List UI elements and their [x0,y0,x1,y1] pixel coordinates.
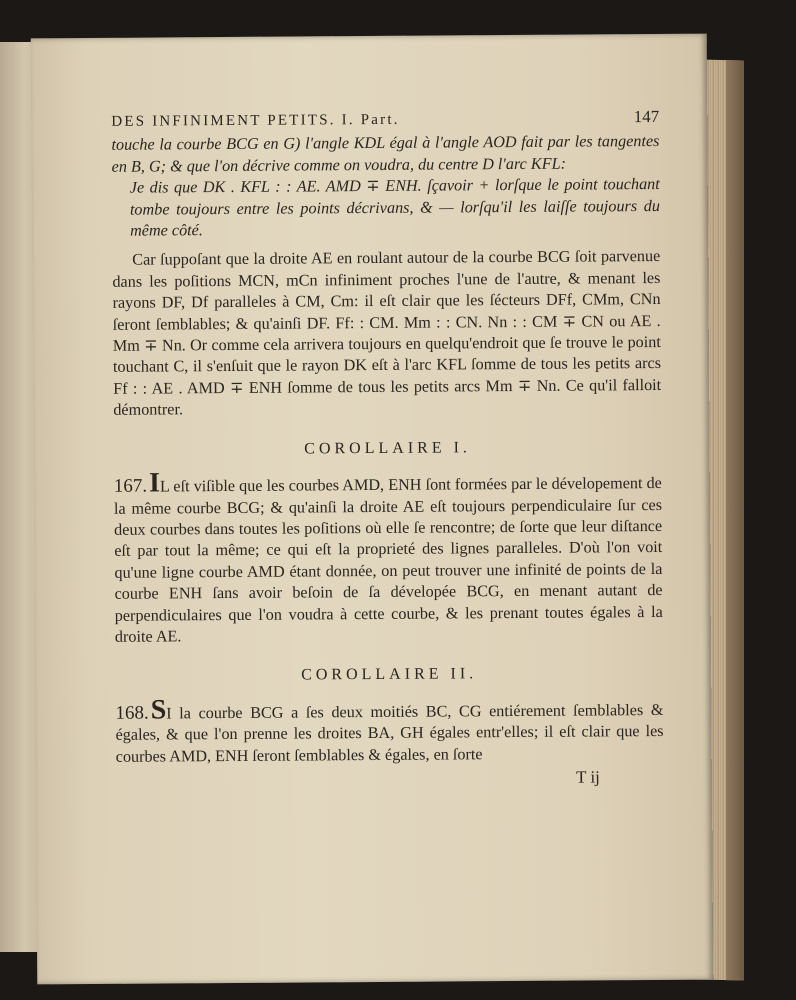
article-number-167: 167. [113,475,148,497]
page-number: 147 [633,106,660,127]
demonstration-paragraph: Car ſuppoſant que la droite AE en roulant autour de la courbe BCG ſoit parvenue dans les poſitions MCN, mCn infiniment proches l'une de l'autre, & menant les rayons DF, Df paralleles à CM, Cm: il eſt clair que les ſécteurs DFf, CMm, CNn ſeront ſemblables; & qu'ainſi DF. Ff: : CM. Mm : : CN. Nn : : CM ∓ CN ou AE . Mm ∓ Nn. Or comme cela arrivera toujours en quelqu'endroit que ſe trouve le point touchant C, il s'enſuit que le rayon DK eſt à l'arc KFL ſomme de tous les petits arcs Ff : : AE . AMD ∓ ENH ſomme de tous les petits arcs Mm ∓ Nn. Ce qu'il falloit démontrer. [112,247,662,420]
book-page [31,34,714,985]
article-number-168: 168. [115,702,149,724]
dropcap-i: I [148,467,161,499]
corollary-1-text [113,467,663,648]
corollary-1-title: COROLLAIRE I. [304,438,471,458]
dropcap-s: S [150,694,167,726]
corollary-1-body: L eſt viſible que les courbes AMD, ENH ſont formées par le dévelopement de la même courbe BCG; & qu'ainſi la droite AE eſt toujours perpendiculaire ſur ces deux courbes dans toutes les poſitions où elle ſe rencontre; de ſorte que leur diſtance eſt par tout la même; ce qui eſt la proprieté des lignes paralleles. D'où l'on voit qu'une ligne courbe AMD étant donnée, on peut trouver une infinité de points de la courbe ENH ſans avoir beſoin de ſa dévelopée BCG, en menant autant de perpendiculaires que l'on voudra à cette courbe, & les prenant toutes égales à la droite AE. [113,474,663,646]
paragraph-continuation: touche la courbe BCG en G) l'angle KDL égal à l'angle AOD fait par les tangentes en B, G; & que l'on décrive comme on voudra, du centre D l'arc KFL: [111,132,660,176]
signature-mark: T ij [576,767,600,787]
corollary-2-text [115,694,664,768]
corollary-2-body: I la courbe BCG a ſes deux moitiés BC, CG entiérement ſemblables & égales, & que l'on prenne les droites BA, GH égales entr'elles; il eſt clair que les courbes AMD, ENH ſeront ſemblables & égales, en ſorte [115,700,664,766]
corollary-2-title: COROLLAIRE II. [301,665,478,684]
proposition-statement: Je dis que DK . KFL : : AE. AMD ∓ ENH. ſçavoir + lorſque le point touchant tombe toujours entre les points décrivans, & — lorſqu'il les laiſſe toujours du même côté. [129,175,660,240]
running-title: DES INFINIMENT PETITS. I. Part. [111,111,400,130]
running-header [111,106,659,133]
page-text-block [111,106,664,791]
